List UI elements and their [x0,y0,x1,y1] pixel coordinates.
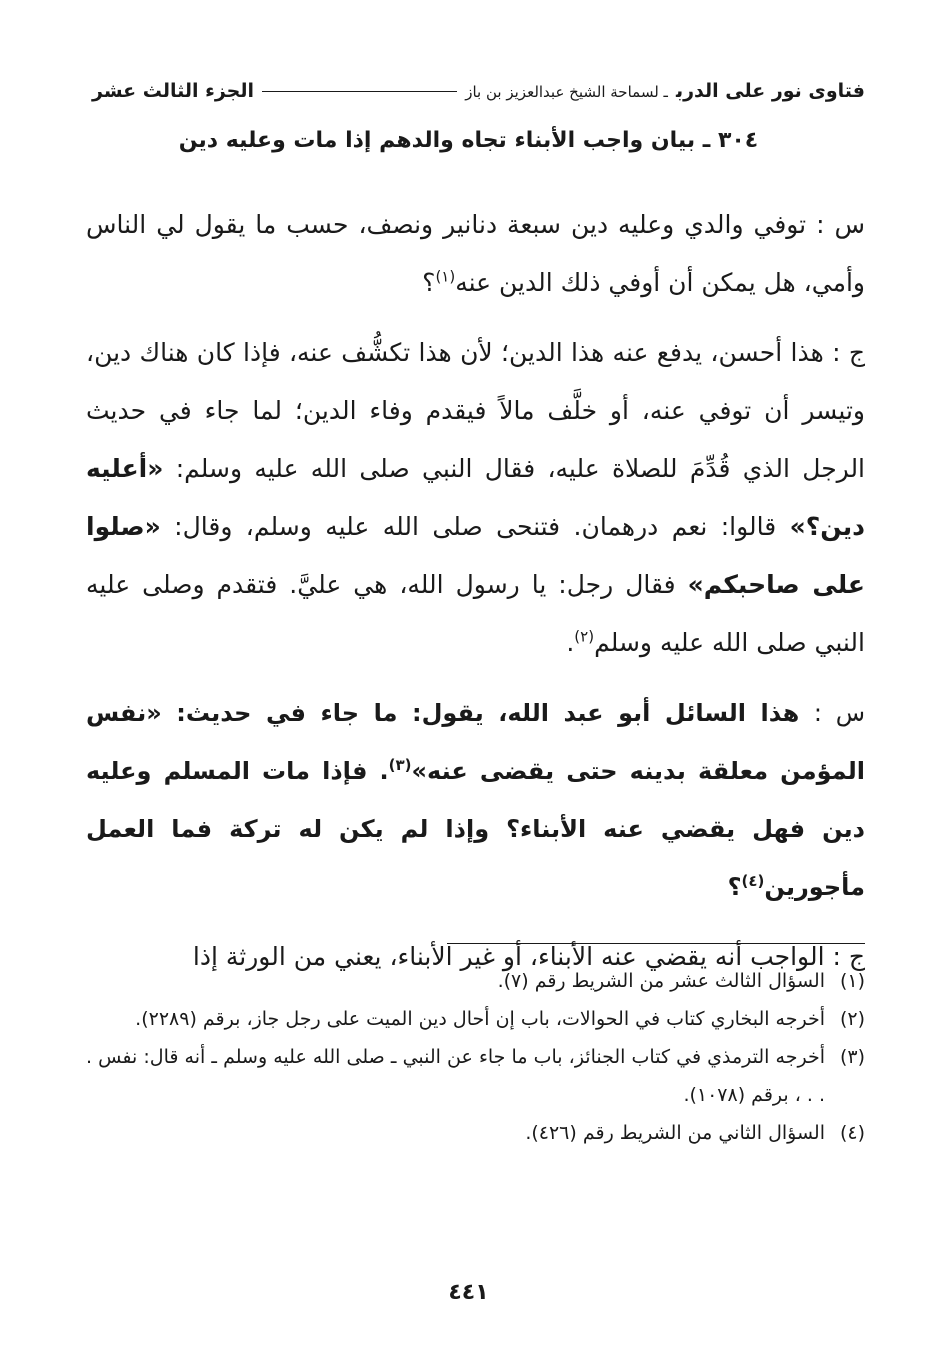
answer-1-text-1: هذا أحسن، يدفع عنه هذا الدين؛ لأن هذا تكشُّف عنه، فإذا كان هناك دين، وتيسر أن توفي عنه، أو خلَّف مالاً فيقدم وفاء الدين؛ لما جاء في حديث الرجل الذي قُدِّمَ للصلاة عليه، فقال النبي صلى الله عليه وسلم: [86,338,866,483]
footnote-number: (١) [839,970,865,992]
question-2-text-2: . فإذا مات المسلم وعليه دين فهل يقضي عنه الأبناء؟ وإذا لم يكن له تركة فما العمل مأجورين [86,757,865,901]
footnote-text: السؤال الثاني من الشريط رقم (٤٢٦). [525,1122,825,1144]
header-book-block [465,80,865,102]
footnote-2 [86,1000,865,1038]
footnote-ref-1[interactable]: (١) [435,267,456,286]
question-2 [86,684,865,916]
answer-1-text-3: فقال رجل: يا رسول الله، هي عليَّ. فتقدم وصلى عليه النبي صلى الله عليه وسلم [86,570,865,657]
header-book-title: فتاوى نور على الدرب [675,80,865,102]
answer-1-text-2: قالوا: نعم درهمان. فتنحى صلى الله عليه وسلم، وقال: [174,512,777,541]
question-2-text-1: هذا السائل أبو عبد الله، يقول: ما جاء في حديث: «نفس المؤمن معلقة بدينه حتى يقضى عنه» [86,699,866,785]
question-1 [86,196,865,312]
answer-label: ج : [832,338,865,367]
footnote-ref-2[interactable]: (٢) [574,627,595,646]
footnote-number: (٣) [839,1046,865,1068]
running-header [92,74,865,108]
answer-2-text: الواجب أنه يقضي عنه الأبناء، أو غير الأبناء، يعني من الورثة إذا [192,942,825,971]
footnote-ref-4[interactable]: (٤) [741,872,765,890]
footnote-3 [86,1038,865,1114]
footnote-separator [447,943,865,944]
footnote-text: السؤال الثالث عشر من الشريط رقم (٧). [497,970,825,992]
footnotes [86,962,865,1152]
question-1-end: ؟ [422,268,436,297]
footnote-number: (٤) [839,1122,865,1144]
answer-1 [86,324,865,672]
hadith-quote-2: «صلوا على صاحبكم» [86,512,865,599]
page-number: ٤٤١ [448,1280,489,1305]
header-author: ـ لسماحة الشيخ عبدالعزيز بن باز [465,83,668,101]
question-1-text: توفي والدي وعليه دين سبعة دنانير ونصف، حسب ما يقول لي الناس وأمي، هل يمكن أن أوفي ذلك الدين عنه [86,210,865,297]
footnote-1 [86,962,865,1000]
footnote-text: أخرجه الترمذي في كتاب الجنائز، باب ما جاء عن النبي ـ صلى الله عليه وسلم ـ أنه قال: نفس . . . ، برقم (١٠٧٨). [86,1046,825,1106]
answer-1-end: . [566,628,575,657]
header-rule [262,91,457,92]
answer-label: ج : [832,942,865,971]
hadith-quote-1: «أعليه دين؟» [86,454,866,541]
header-part: الجزء الثالث عشر [92,80,255,102]
footnote-ref-3[interactable]: (٣) [388,756,412,774]
footnote-4 [86,1114,865,1152]
question-2-end: ؟ [727,873,742,901]
question-label: س : [816,210,866,239]
footnote-number: (٢) [839,1008,865,1030]
fatwa-title: ٣٠٤ ـ بيان واجب الأبناء تجاه والدهم إذا مات وعليه دين [178,128,759,153]
body-text [86,196,865,998]
footnote-text: أخرجه البخاري كتاب في الحوالات، باب إن أحال دين الميت على رجل جاز، برقم (٢٢٨٩). [135,1008,825,1030]
question-label: س : [813,699,865,727]
